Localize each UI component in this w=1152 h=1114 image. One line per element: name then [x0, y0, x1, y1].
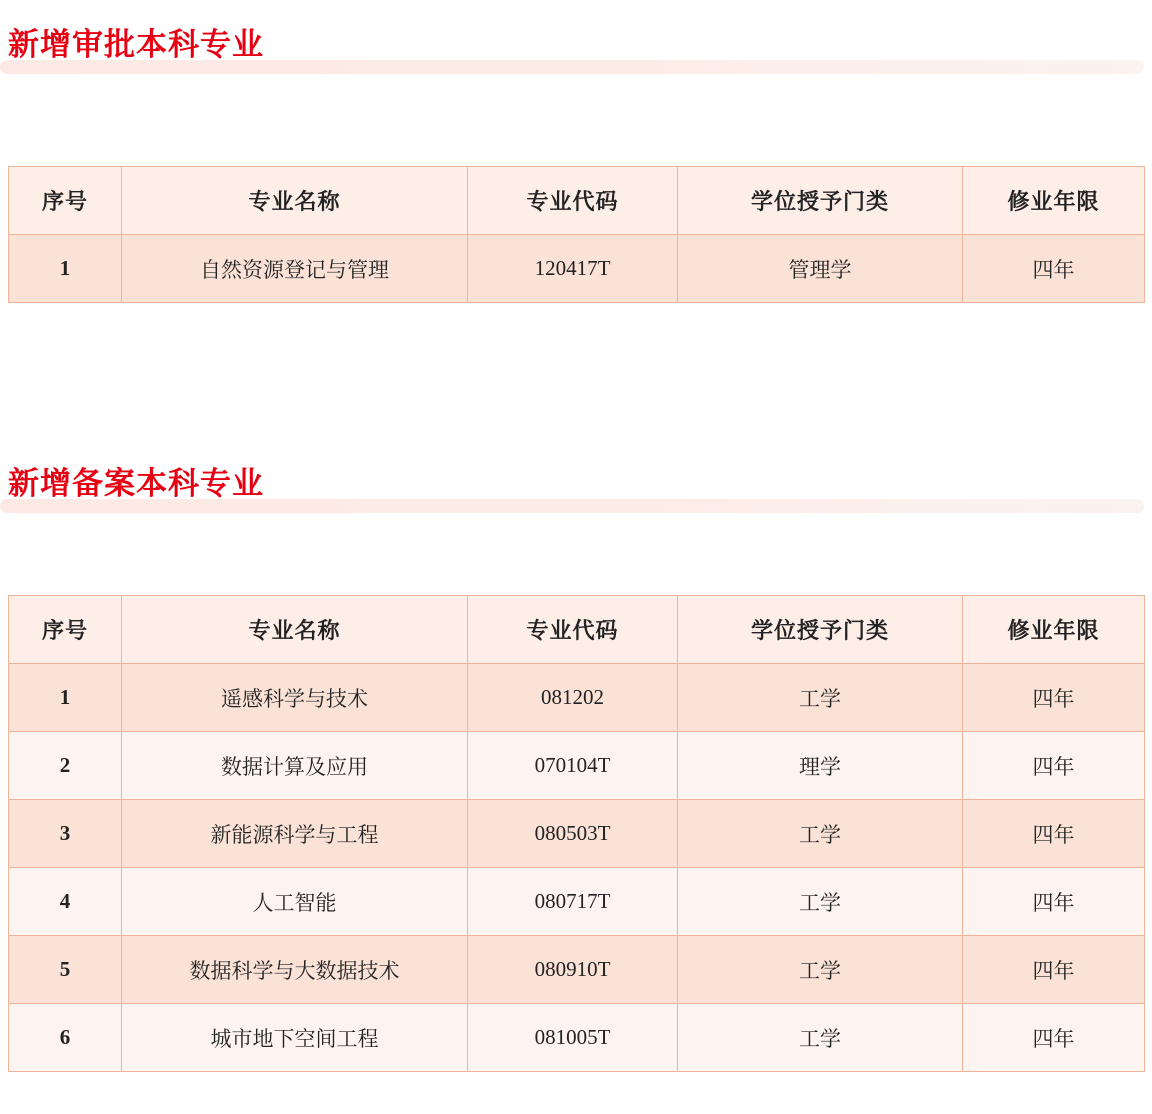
cell-degree: 理学	[678, 732, 963, 800]
section-1-heading-wrap	[0, 22, 1152, 80]
cell-major-name: 人工智能	[122, 868, 468, 936]
approved-majors-table	[8, 166, 1145, 303]
column-header-duration: 修业年限	[963, 167, 1145, 235]
cell-major-code: 081202	[468, 664, 678, 732]
column-header-degree: 学位授予门类	[678, 167, 963, 235]
table-row	[9, 1004, 1145, 1072]
cell-index: 5	[9, 936, 122, 1004]
column-header-major-code: 专业代码	[468, 596, 678, 664]
cell-major-name: 城市地下空间工程	[122, 1004, 468, 1072]
cell-major-name: 数据计算及应用	[122, 732, 468, 800]
cell-major-code: 080910T	[468, 936, 678, 1004]
section-2-title: 新增备案本科专业	[8, 466, 264, 501]
table-header-row	[9, 596, 1145, 664]
column-header-major-code: 专业代码	[468, 167, 678, 235]
cell-degree: 工学	[678, 1004, 963, 1072]
cell-index: 3	[9, 800, 122, 868]
column-header-degree: 学位授予门类	[678, 596, 963, 664]
gap-heading-to-table-2	[0, 519, 1152, 595]
cell-duration: 四年	[963, 732, 1145, 800]
cell-major-code: 080717T	[468, 868, 678, 936]
top-spacer	[0, 0, 1152, 22]
cell-index: 2	[9, 732, 122, 800]
table-header-row	[9, 167, 1145, 235]
cell-degree: 工学	[678, 664, 963, 732]
cell-major-code: 081005T	[468, 1004, 678, 1072]
cell-major-code: 080503T	[468, 800, 678, 868]
cell-duration: 四年	[963, 936, 1145, 1004]
cell-duration: 四年	[963, 1004, 1145, 1072]
table-row	[9, 868, 1145, 936]
cell-index: 1	[9, 664, 122, 732]
section-1-title: 新增审批本科专业	[8, 27, 264, 62]
gap-heading-to-table-1	[0, 80, 1152, 166]
cell-index: 1	[9, 235, 122, 303]
cell-major-name: 遥感科学与技术	[122, 664, 468, 732]
cell-index: 6	[9, 1004, 122, 1072]
table-row	[9, 235, 1145, 303]
cell-major-name: 数据科学与大数据技术	[122, 936, 468, 1004]
table-row	[9, 664, 1145, 732]
cell-duration: 四年	[963, 800, 1145, 868]
section-2-heading-wrap	[0, 461, 1152, 519]
cell-duration: 四年	[963, 664, 1145, 732]
column-header-index: 序号	[9, 596, 122, 664]
cell-duration: 四年	[963, 235, 1145, 303]
gap-between-sections	[0, 303, 1152, 461]
column-header-major-name: 专业名称	[122, 596, 468, 664]
cell-duration: 四年	[963, 868, 1145, 936]
column-header-index: 序号	[9, 167, 122, 235]
cell-degree: 工学	[678, 936, 963, 1004]
table-row	[9, 732, 1145, 800]
table-row	[9, 800, 1145, 868]
section-approved-majors	[0, 22, 1152, 303]
cell-degree: 管理学	[678, 235, 963, 303]
cell-major-code: 070104T	[468, 732, 678, 800]
column-header-duration: 修业年限	[963, 596, 1145, 664]
section-filed-majors	[0, 461, 1152, 1072]
cell-degree: 工学	[678, 800, 963, 868]
cell-major-code: 120417T	[468, 235, 678, 303]
cell-degree: 工学	[678, 868, 963, 936]
table-row	[9, 936, 1145, 1004]
cell-index: 4	[9, 868, 122, 936]
column-header-major-name: 专业名称	[122, 167, 468, 235]
filed-majors-table	[8, 595, 1145, 1072]
cell-major-name: 新能源科学与工程	[122, 800, 468, 868]
cell-major-name: 自然资源登记与管理	[122, 235, 468, 303]
